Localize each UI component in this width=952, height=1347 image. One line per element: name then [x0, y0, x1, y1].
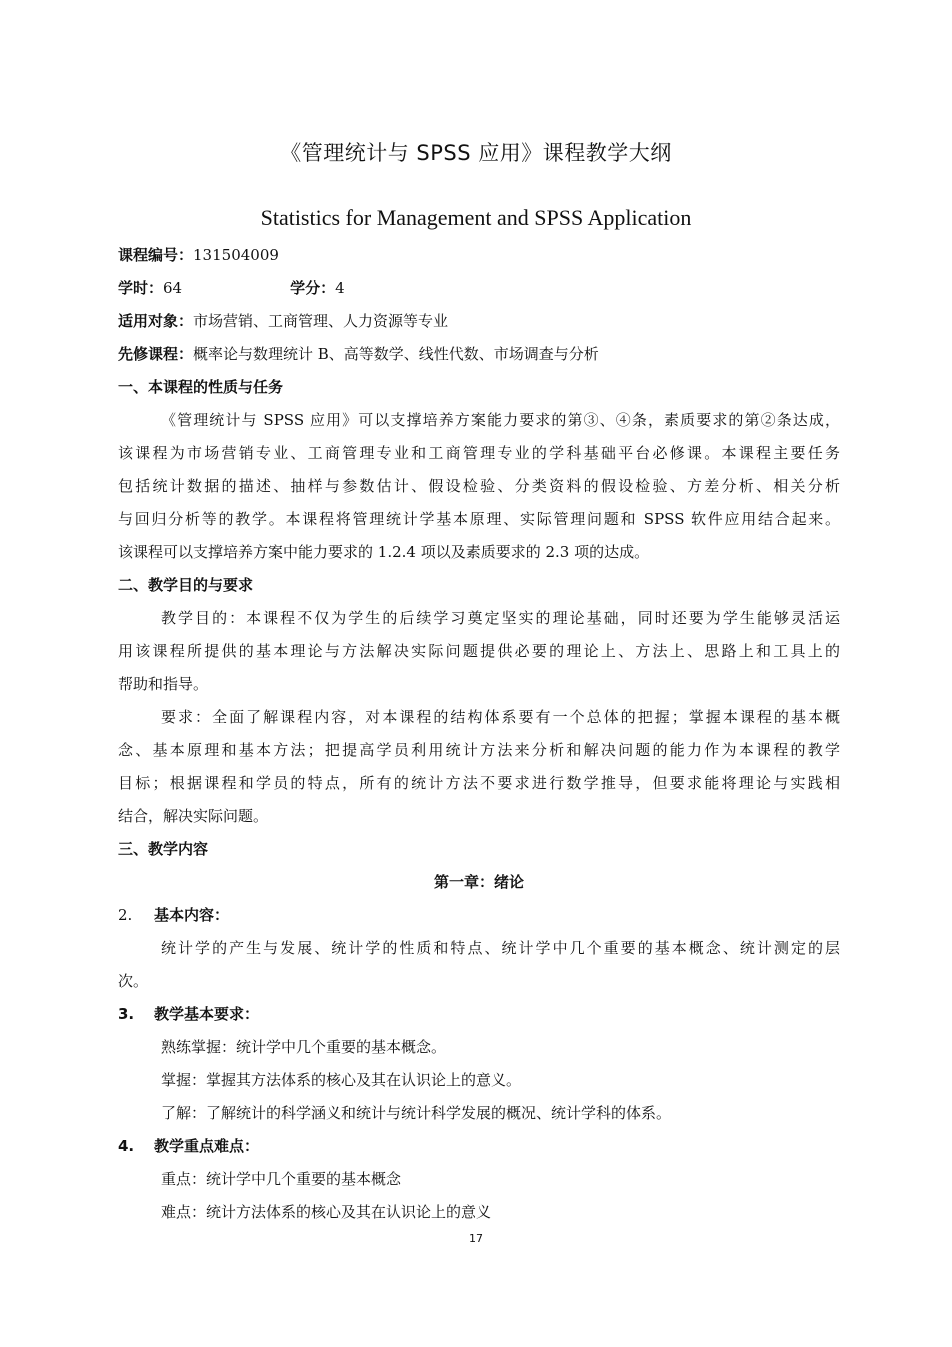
paragraph-line: 包括统计数据的描述、抽样与参数估计、假设检验、分类资料的假设检验、方差分析、相关分析 [118, 477, 840, 495]
paragraph-line: 与回归分析等的教学。本课程将管理统计学基本原理、实际管理问题和 SPSS 软件应用结合起来。 [118, 510, 840, 528]
prerequisite-value: 概率论与数理统计 B、高等数学、线性代数、市场调查与分析 [193, 345, 599, 363]
credits-value: 4 [335, 279, 345, 297]
item-title: 基本内容： [154, 906, 230, 924]
target-line [118, 305, 840, 338]
target-value: 市场营销、工商管理、人力资源等专业 [193, 312, 449, 330]
item-number: 4. [118, 1137, 135, 1155]
prerequisite-line [118, 338, 840, 371]
hours-credits-line [118, 272, 840, 305]
item-title: 教学基本要求： [154, 1005, 260, 1023]
hours-label: 学时： [118, 279, 164, 297]
section-heading-nature: 一、本课程的性质与任务 [118, 378, 284, 396]
section-nature-paragraph [118, 404, 840, 569]
target-label: 适用对象： [118, 312, 194, 330]
page-number: 17 [469, 1232, 483, 1245]
item-number: 2. [118, 906, 133, 924]
course-code-value: 131504009 [193, 246, 279, 264]
difficult-point-line: 难点：统计方法体系的核心及其在认识论上的意义 [161, 1203, 492, 1221]
document-title-english: Statistics for Management and SPSS Application [260, 205, 692, 230]
section-heading-content: 三、教学内容 [118, 840, 209, 858]
requirement-line-grasp: 掌握：掌握其方法体系的核心及其在认识论上的意义。 [161, 1071, 522, 1089]
paragraph-line: 《管理统计与 SPSS 应用》可以支撑培养方案能力要求的第③、④条，素质要求的第②条达成， [161, 411, 840, 429]
paragraph-line: 次。 [118, 972, 149, 990]
paragraph-line: 该课程可以支撑培养方案中能力要求的 1.2.4 项以及素质要求的 2.3 项的达成。 [118, 543, 650, 561]
hours-value: 64 [163, 279, 183, 297]
paragraph-line: 教学目的：本课程不仅为学生的后续学习奠定坚实的理论基础，同时还要为学生能够灵活运 [161, 609, 840, 627]
prerequisite-label: 先修课程： [118, 345, 194, 363]
paragraph-line: 目标；根据课程和学员的特点，所有的统计方法不要求进行数学推导，但要求能将理论与实践相 [118, 774, 840, 792]
credits-label: 学分： [290, 279, 336, 297]
requirement-line-master: 熟练掌握：统计学中几个重要的基本概念。 [161, 1038, 447, 1056]
paragraph-line: 该课程为市场营销专业、工商管理专业和工商管理专业的学科基础平台必修课。本课程主要任务 [118, 444, 840, 462]
paragraph-line: 念、基本原理和基本方法；把提高学员利用统计方法来分析和解决问题的能力作为本课程的教学 [118, 741, 840, 759]
paragraph-line: 用该课程所提供的基本理论与方法解决实际问题提供必要的理论上、方法上、思路上和工具上的 [118, 642, 840, 660]
item-title: 教学重点难点： [154, 1137, 260, 1155]
item-requirements-heading [118, 998, 840, 1031]
requirement-line-understand: 了解：了解统计的科学涵义和统计与统计科学发展的概况、统计学科的体系。 [161, 1104, 672, 1122]
section-heading-purpose: 二、教学目的与要求 [118, 576, 254, 594]
paragraph-line: 要求：全面了解课程内容，对本课程的结构体系要有一个总体的把握；掌握本课程的基本概 [161, 708, 840, 726]
requirements-paragraph [118, 701, 840, 833]
item-number: 3. [118, 1005, 135, 1023]
chapter-title: 第一章：绪论 [433, 873, 524, 891]
item-key-points-heading [118, 1130, 840, 1163]
paragraph-line: 结合，解决实际问题。 [118, 807, 269, 825]
document-body [118, 239, 840, 1229]
paragraph-line: 统计学的产生与发展、统计学的性质和特点、统计学中几个重要的基本概念、统计测定的层 [161, 939, 840, 957]
key-point-line: 重点：统计学中几个重要的基本概念 [161, 1170, 402, 1188]
basic-content-paragraph [118, 932, 840, 998]
course-code-line [118, 239, 840, 272]
purpose-paragraph [118, 602, 840, 701]
paragraph-line: 帮助和指导。 [118, 675, 209, 693]
document-title-chinese: 《管理统计与 SPSS 应用》课程教学大纲 [280, 141, 672, 165]
item-basic-content-heading [118, 899, 840, 932]
course-code-label: 课程编号： [118, 246, 194, 264]
